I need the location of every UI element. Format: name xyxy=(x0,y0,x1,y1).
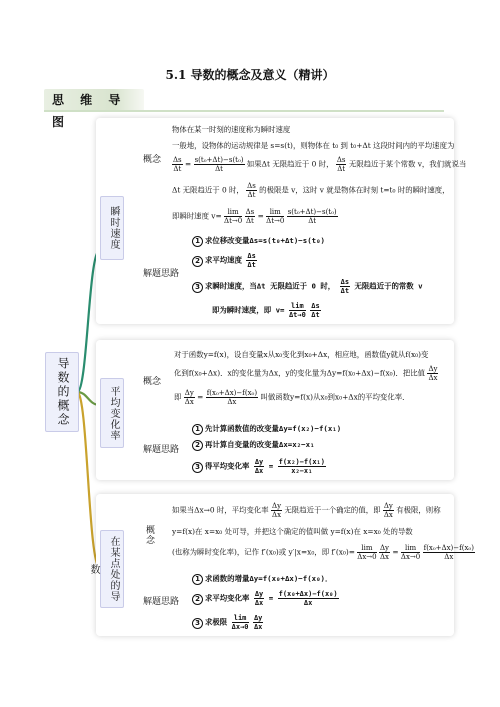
instant-concept-label: 概念 xyxy=(143,155,162,165)
mindmap-banner: 思 维 导 图 xyxy=(44,89,144,111)
avg-speed-fraction: $\frac{\Delta s}{\Delta t}$ xyxy=(173,156,182,173)
instant-step3-result: 即为瞬时速度，即 v= $\frac{\lim}{\Delta t\to 0}$ $\frac{\Delta s}{\Delta t}$ xyxy=(212,302,320,319)
instant-method-label: 解题思路 xyxy=(143,269,180,279)
banner-divider xyxy=(44,110,444,112)
point-line1: 如果当Δx→0 时，平均变化率 $\frac{\Delta y}{\Delta x}$ 无限趋近于一个确定的值，即 $\frac{\Delta y}{\Delta x}$ 有极限，则称 xyxy=(172,502,441,519)
instant-definition: 物体在某一时刻的速度称为瞬时速度 xyxy=(172,125,291,134)
avg-line1: 对于函数y=f(x)，设自变量x从x₀变化到x₀+Δx，相应地，函数值y就从f(x₀)变 xyxy=(174,350,429,359)
point-step1: 1 求函数的增量Δy=f(x₀+Δx)−f(x₀)． xyxy=(192,573,332,585)
instant-step3: 3 求瞬时速度，当Δt 无限趋近于 0 时， $\frac{\Delta s}{\Delta t}$ 无限趋近于的常数 v xyxy=(192,278,423,295)
step-number-2: 2 xyxy=(192,594,203,605)
instant-step2: 2 求平均速度 $\frac{\Delta s}{\Delta t}$ xyxy=(192,252,257,269)
point-method-label: 解题思路 xyxy=(143,597,180,607)
instant-line4: 即瞬时速度 v= $\frac{\lim}{\Delta t\to 0}$ $\frac{\Delta s}{\Delta t}$ = $\frac{\lim}{\Delta t\to 0}$ $\frac{\text{s(t₀+Δt)−s(t₀)}}{\Delta t}$ xyxy=(172,208,337,225)
avg-line3: 即 $\frac{\Delta y}{\Delta x}$ = $\frac{\text{f(x₀+Δx)−f(x₀)}}{\Delta x}$ 叫做函数y=f(x)从x₀到x₀+Δx的平均变化率． xyxy=(174,389,410,406)
point-line2: y=f(x)在 x=x₀ 处可导，并把这个确定的值叫做 y=f(x)在 x=x₀ 处的导数 xyxy=(172,527,413,536)
step-number-2: 2 xyxy=(192,256,203,267)
point-line3: (也称为瞬时变化率)，记作 f′(x₀)或 y′|x=x₀，即 f′(x₀)= $\frac{\lim}{\Delta x\to 0}$ $\frac{\Delta y}{\Delta x}$ = $\frac{\lim}{\Delta x\to 0}$ $\frac{\text{f(x₀+Δx)−f(x₀)}}{\Delta x}$ xyxy=(172,544,474,561)
avg-speed-expansion: $\frac{\text{s(t₀+Δt)−s(t₀)}}{\Delta t}$ xyxy=(194,156,244,173)
node-instant-speed: 瞬时速度 xyxy=(100,196,124,260)
avg-line2: 化到f(x₀+Δx)．x的变化量为Δx，y的变化量为Δy=f(x₀+Δx)−f(x₀)．把比值 $\frac{\Delta y}{\Delta x}$ xyxy=(174,365,438,382)
avg-method-label: 解题思路 xyxy=(143,445,180,455)
step-number-1: 1 xyxy=(192,424,203,435)
avg-step1: 1 先计算函数值的改变量Δy=f(x₂)−f(x₁) xyxy=(192,423,341,435)
instant-line1: 一般地，设物体的运动规律是 s=s(t)，则物体在 t₀ 到 t₀+Δt 这段时间内的平均速度为 xyxy=(172,141,455,150)
avg-step3: 3 得平均变化率 $\frac{\Delta y}{\Delta x}$ = $\frac{\text{f(x₂)−f(x₁)}}{\text{x₂−x₁}}$ xyxy=(192,458,326,475)
point-concept-label: 概念 xyxy=(144,525,154,545)
point-step2: 2 求平均变化率 $\frac{\Delta y}{\Delta x}$ = $\frac{\text{f(x₀+Δx)−f(x₀)}}{\Delta x}$ xyxy=(192,590,339,607)
node-derivative-at-point: 在某点处的导数 xyxy=(100,530,124,608)
instant-line2: $\frac{\Delta s}{\Delta t}$ = $\frac{\text{s(t₀+Δt)−s(t₀)}}{\Delta t}$ 如果Δt 无限趋近于 0 时， $\frac{\Delta s}{\Delta t}$ 无限趋近于某个常数 v，我们就说当 xyxy=(173,156,467,173)
node-average-rate: 平均变化率 xyxy=(100,378,124,448)
step-number-1: 1 xyxy=(192,236,203,247)
avg-step2: 2 再计算自变量的改变量Δx=x₂−x₁ xyxy=(192,439,315,451)
step-number-3: 3 xyxy=(192,462,203,473)
avg-concept-label: 概念 xyxy=(143,377,162,387)
point-step3: 3 求极限 $\frac{\lim}{\Delta x\to 0}$ $\frac{\Delta y}{\Delta x}$ xyxy=(192,614,263,631)
step-number-2: 2 xyxy=(192,440,203,451)
step-number-3: 3 xyxy=(192,282,203,293)
step-number-1: 1 xyxy=(192,574,203,585)
root-node: 导数的概念 xyxy=(45,352,79,432)
instant-line3: Δt 无限趋近于 0 时， $\frac{\Delta s}{\Delta t}$ 的极限是 v，这时 v 就是物体在时刻 t=t₀ 时的瞬时速度， xyxy=(172,182,450,199)
page-title: 5.1 导数的概念及意义（精讲） xyxy=(165,68,335,82)
instant-step1: 1 求位移改变量Δs=s(t₀+Δt)−s(t₀) xyxy=(192,235,325,247)
step-number-3: 3 xyxy=(192,618,203,629)
